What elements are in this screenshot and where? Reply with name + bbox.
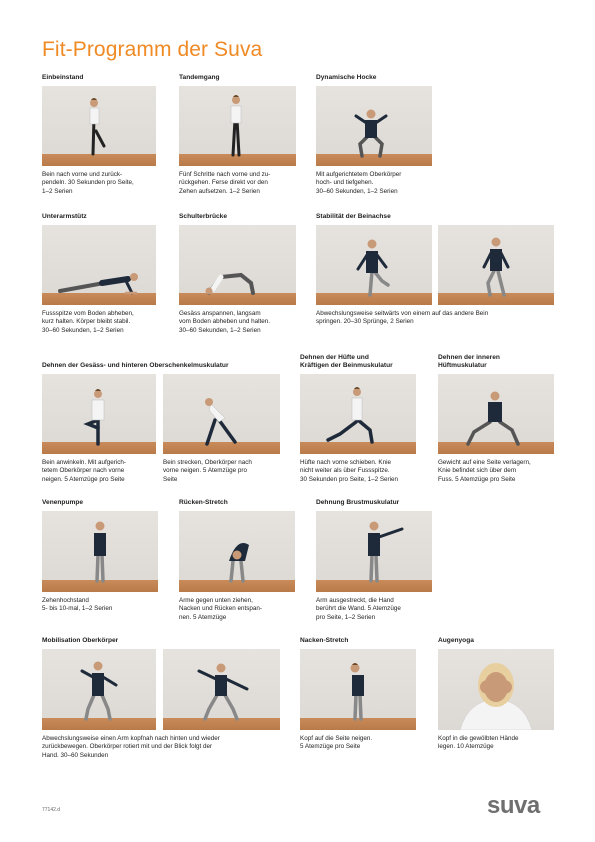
exercise-heading: Augenyoga [438, 637, 474, 644]
exercise-caption: Mit aufgerichtetem Oberkörper hoch- und tiefgehen. 30–60 Sekunden, 1–2 Serien [316, 171, 402, 195]
exercise-heading: Unterarmstütz [42, 213, 87, 220]
exercise-caption: Arm ausgestreckt, die Hand berührt die Wand. 5 Atemzüge pro Seite, 1–2 Serien [316, 597, 401, 621]
exercise-heading: Einbeinstand [42, 74, 84, 81]
exercise-heading: Dehnung Brustmuskulatur [316, 499, 400, 506]
exercise-caption: Gesäss anspannen, langsam vom Boden abheben und halten. 30–60 Sekunden, 1–2 Serien [179, 310, 271, 334]
exercise-heading: Dynamische Hocke [316, 74, 377, 81]
exercise-photo-einbeinstand [42, 86, 156, 166]
exercise-photo-schulterbruecke [179, 225, 296, 305]
exercise-caption: Fussspitze vom Boden abheben, kurz halten. Körper bleibt stabil. 30–60 Sekunden, 1–2 Serien [42, 310, 134, 334]
exercise-photo-dehnung-brust [316, 511, 432, 592]
exercise-heading: Dehnen der inneren Hüftmuskulatur [438, 354, 500, 369]
suva-logo: suva [487, 792, 540, 819]
exercise-photo-mobilisation-1 [42, 649, 156, 730]
exercise-photo-dehnen-huefte [300, 374, 416, 454]
exercise-heading: Schulterbrücke [179, 213, 228, 220]
exercise-photo-dehnen-innere-huefte [438, 374, 554, 454]
exercise-caption: Kopf auf die Seite neigen. 5 Atemzüge pro Seite [300, 735, 373, 751]
exercise-heading: Nacken-Stretch [300, 637, 349, 644]
exercise-heading: Dehnen der Hüfte und Kräftigen der Beinmuskulatur [300, 354, 393, 369]
exercise-caption: Zehenhochstand 5- bis 10-mal, 1–2 Serien [42, 597, 113, 613]
exercise-heading: Dehnen der Gesäss- und hinteren Oberschenkelmuskulatur [42, 362, 229, 369]
exercise-caption: Abwechslungsweise seitwärts von einem auf das andere Bein springen. 20–30 Sprünge, 2 Serien [316, 310, 489, 326]
exercise-caption: Bein strecken, Oberkörper nach vorne neigen. 5 Atemzüge pro Seite [163, 459, 252, 483]
exercise-caption: Arme gegen unten ziehen, Nacken und Rücken entspan- nen. 5 Atemzüge [179, 597, 262, 621]
exercise-heading: Venenpumpe [42, 499, 84, 506]
exercise-photo-dehnen-gesaess-2 [163, 374, 280, 454]
exercise-caption: Gewicht auf eine Seite verlagern, Knie befindet sich über dem Fuss. 5 Atemzüge pro Seite [438, 459, 531, 483]
exercise-photo-unterarmstuetz [42, 225, 156, 305]
exercise-photo-tandemgang [179, 86, 296, 166]
exercise-heading: Rücken-Stretch [179, 499, 228, 506]
exercise-heading: Mobilisation Oberkörper [42, 637, 119, 644]
page-title: Fit-Programm der Suva [42, 38, 263, 61]
exercise-caption: Abwechslungsweise einen Arm kopfnah nach hinten und wieder zurückbewegen. Oberkörper rotiert mit und der Blick folgt der Hand. 30–60 Sekunden [42, 735, 220, 759]
exercise-caption: Hüfte nach vorne schieben. Knie nicht weiter als über Fussspitze. 30 Sekunden pro Seite, 1–2 Serien [300, 459, 399, 483]
exercise-photo-nacken-stretch [300, 649, 416, 730]
exercise-photo-ruecken-stretch [179, 511, 295, 592]
exercise-photo-dynamische-hocke [316, 86, 432, 166]
exercise-photo-stabilitaet-2 [438, 225, 554, 305]
exercise-heading: Stabilität der Beinachse [316, 213, 391, 220]
exercise-photo-venenpumpe [42, 511, 158, 592]
exercise-photo-stabilitaet-1 [316, 225, 432, 305]
exercise-photo-dehnen-gesaess-1 [42, 374, 156, 454]
document-code: 77142.d [42, 807, 61, 813]
exercise-heading: Tandemgang [179, 74, 220, 81]
exercise-caption: Fünf Schritte nach vorne und zu- rückgehen. Ferse direkt vor den Zehen aufsetzen. 1–2 Serien [179, 171, 271, 195]
exercise-photo-mobilisation-2 [163, 649, 280, 730]
exercise-photo-augenyoga [438, 649, 554, 730]
exercise-caption: Bein anwinkeln. Mit aufgerich- tetem Oberkörper nach vorne neigen. 5 Atemzüge pro Seite [42, 459, 126, 483]
exercise-caption: Bein nach vorne und zurück- pendeln. 30 Sekunden pro Seite, 1–2 Serien [42, 171, 134, 195]
exercise-caption: Kopf in die gewölbten Hände legen. 10 Atemzüge [438, 735, 519, 751]
